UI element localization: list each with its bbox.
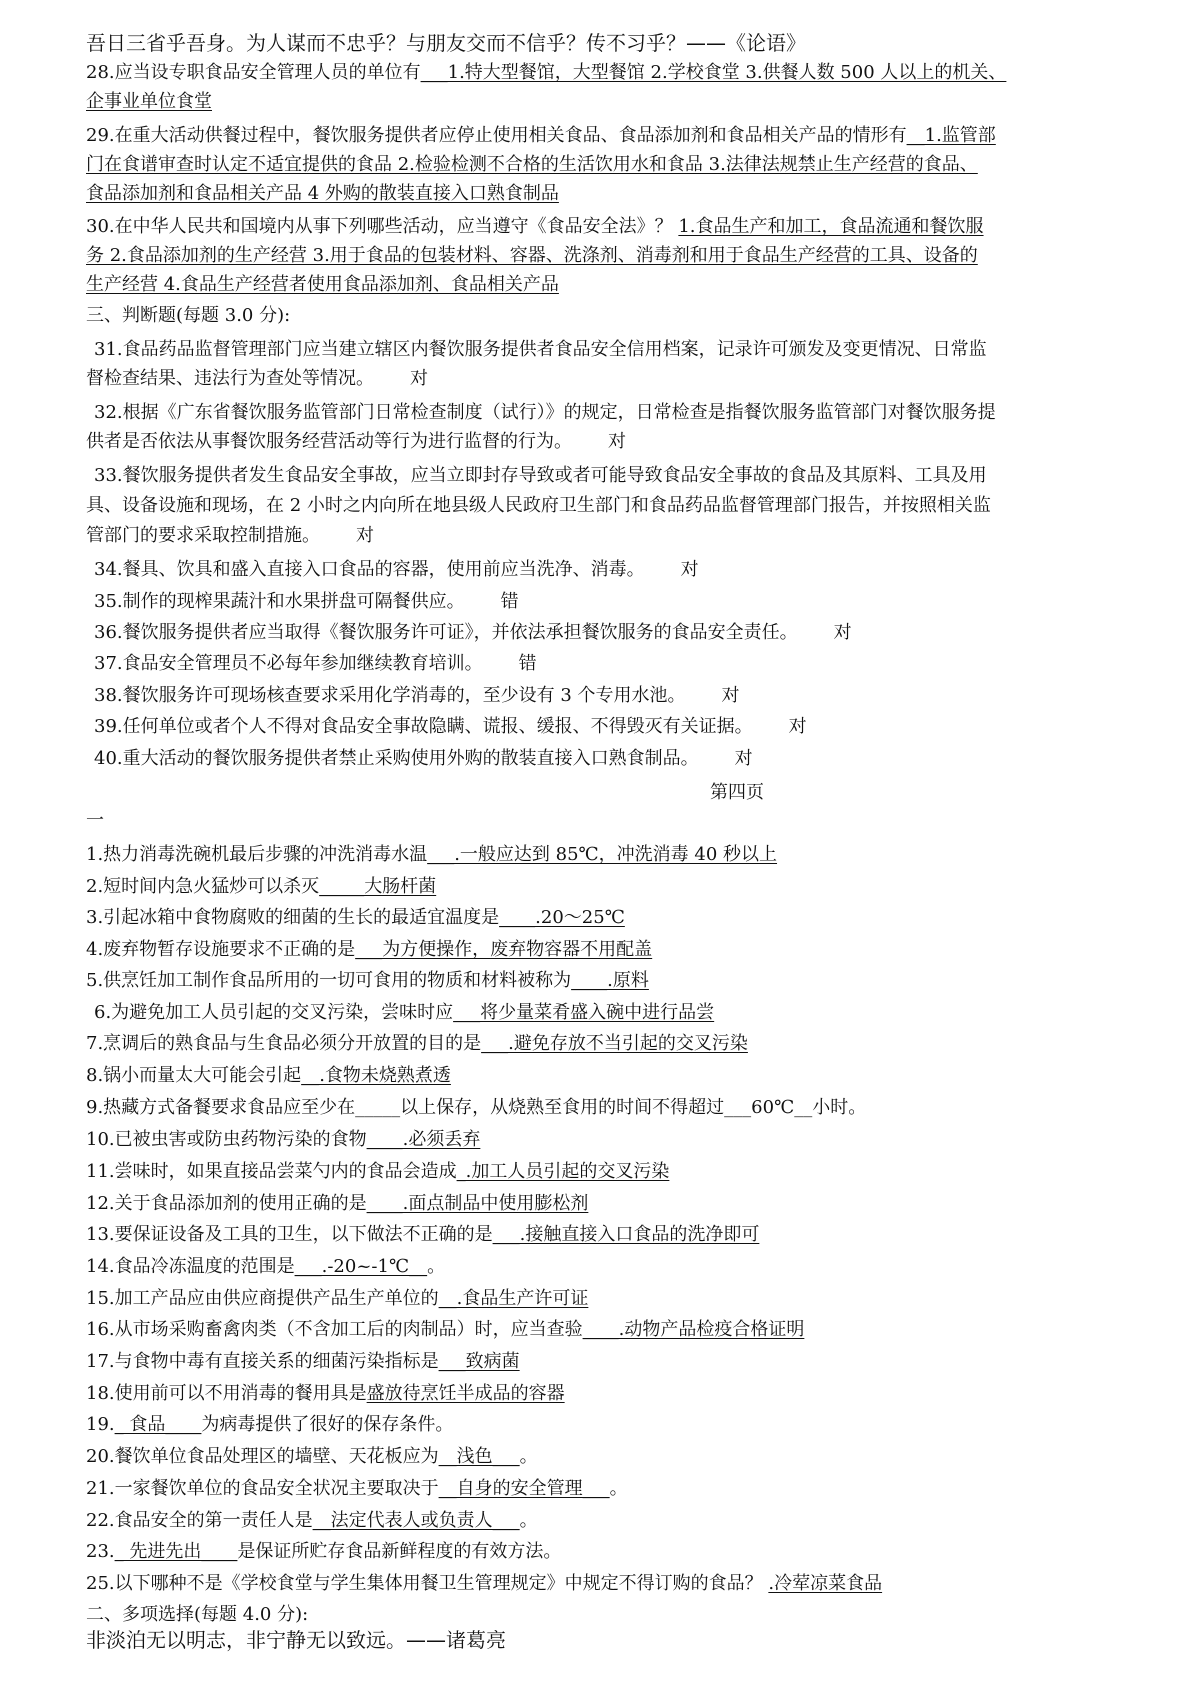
question-text: 3.引起冰箱中食物腐败的细菌的生长的最适宜温度是 bbox=[86, 907, 500, 928]
fill-question-7 bbox=[86, 1031, 1146, 1057]
question-text: 14.食品冷冻温度的范围是 bbox=[86, 1256, 295, 1277]
tf-answer: 对 bbox=[788, 716, 807, 737]
tf-answer: 错 bbox=[518, 653, 537, 674]
section-3-title: 三、判断题(每题 3.0 分): bbox=[86, 305, 291, 326]
answer-text: _.加工人员引起的交叉污染 bbox=[456, 1161, 670, 1182]
answer-text: 门在食谱审查时认定不适宜提供的食品 2.检验检测不合格的生活饮用水和食品 3.法律法规禁止生产经营的食品、 bbox=[86, 154, 978, 175]
answer-text: __1.监管部 bbox=[906, 125, 996, 146]
fill-question-21 bbox=[86, 1476, 1146, 1502]
tf-question-37 bbox=[94, 651, 1154, 677]
question-text: 供者是否依法从事餐饮服务经营活动等行为进行监督的行为。 bbox=[86, 431, 572, 452]
answer-text: __法定代表人或负责人___ bbox=[312, 1510, 520, 1531]
question-text: 17.与食物中毒有直接关系的细菌污染指标是 bbox=[86, 1351, 439, 1372]
tf-question-31-cont bbox=[86, 366, 1146, 392]
fill-question-15 bbox=[86, 1286, 1146, 1312]
question-text: 6.为避免加工人员引起的交叉污染，尝味时应 bbox=[94, 1002, 454, 1023]
question-text: 8.锅小而量太大可能会引起 bbox=[86, 1065, 302, 1086]
question-text: 34.餐具、饮具和盛入直接入口食品的容器，使用前应当洗净、消毒。 bbox=[94, 559, 645, 580]
fill-question-22 bbox=[86, 1508, 1146, 1534]
mc-question-28-cont bbox=[86, 89, 1146, 115]
tf-answer: 对 bbox=[734, 748, 753, 769]
answer-text: 食品添加剂和食品相关产品 4 外购的散装直接入口熟食制品 bbox=[86, 183, 559, 204]
fill-question-1 bbox=[86, 842, 1146, 868]
answer-text: 务 2.食品添加剂的生产经营 3.用于食品的包装材料、容器、洗涤剂、消毒剂和用于食品生产经营的工具、设备的 bbox=[86, 245, 978, 266]
question-text: 5.供烹饪加工制作食品所用的一切可食用的物质和材料被称为 bbox=[86, 970, 572, 991]
answer-text: 生产经营 4.食品生产经营者使用食品添加剂、食品相关产品 bbox=[86, 274, 559, 295]
question-tail: 是保证所贮存食品新鲜程度的有效方法。 bbox=[237, 1541, 562, 1562]
fill-question-12 bbox=[86, 1191, 1146, 1217]
answer-text: ___.一般应达到 85℃，冲洗消毒 40 秒以上 bbox=[427, 844, 778, 865]
question-tail: 为病毒提供了很好的保存条件。 bbox=[201, 1414, 454, 1435]
answer-text: ___将少量菜肴盛入碗中进行品尝 bbox=[453, 1002, 715, 1023]
question-text: 7.烹调后的熟食品与生食品必须分开放置的目的是 bbox=[86, 1033, 482, 1054]
tf-question-32-cont bbox=[86, 429, 1146, 455]
answer-text: ____.20～25℃ bbox=[499, 907, 625, 928]
answer-text: ___1.特大型餐馆，大型餐馆 2.学校食堂 3.供餐人数 500 人以上的机关、 bbox=[420, 62, 1007, 83]
fill-question-16 bbox=[86, 1317, 1146, 1343]
question-text: 35.制作的现榨果蔬汁和水果拼盘可隔餐供应。 bbox=[94, 591, 465, 612]
question-text: 19. bbox=[86, 1414, 115, 1435]
answer-text: 1.食品生产和加工，食品流通和餐饮服 bbox=[678, 216, 984, 237]
answer-text: ____.面点制品中使用膨松剂 bbox=[366, 1193, 589, 1214]
fill-question-17 bbox=[86, 1349, 1146, 1375]
question-text: 30.在中华人民共和国境内从事下列哪些活动，应当遵守《食品安全法》？ bbox=[86, 216, 679, 237]
question-text: 40.重大活动的餐饮服务提供者禁止采购使用外购的散装直接入口熟食制品。 bbox=[94, 748, 699, 769]
answer-text: _____大肠杆菌 bbox=[319, 876, 437, 897]
section-2-title: 二、多项选择(每题 4.0 分): bbox=[86, 1604, 309, 1625]
answer-text: ____.必须丢弃 bbox=[366, 1129, 481, 1150]
tf-question-39 bbox=[94, 714, 1154, 740]
answer-text: 盛放待烹饪半成品的容器 bbox=[366, 1383, 565, 1404]
question-text: 20.餐饮单位食品处理区的墙壁、天花板应为 bbox=[86, 1446, 439, 1467]
question-text: 16.从市场采购畜禽肉类（不含加工后的肉制品）时，应当查验 bbox=[86, 1319, 583, 1340]
question-text: 21.一家餐饮单位的食品安全状况主要取决于 bbox=[86, 1478, 439, 1499]
tf-answer: 对 bbox=[608, 431, 626, 452]
mc-question-29 bbox=[86, 123, 1146, 149]
tf-answer: 对 bbox=[356, 525, 374, 546]
question-text: 10.已被虫害或防虫药物污染的食物 bbox=[86, 1129, 367, 1150]
answer-text: _ 食品____ bbox=[114, 1414, 202, 1435]
answer-text: __自身的安全管理___ bbox=[438, 1478, 610, 1499]
mc-question-28 bbox=[86, 60, 1146, 86]
fill-question-11 bbox=[86, 1159, 1146, 1185]
tf-question-33-cont bbox=[86, 523, 1146, 549]
tf-question-32: 32.根据《广东省餐饮服务监管部门日常检查制度（试行）》的规定，日常检查是指餐饮服务监管部门对餐饮服务提 bbox=[94, 402, 996, 423]
tf-question-33-cont: 具、设备设施和现场，在 2 小时之内向所在地县级人民政府卫生部门和食品药品监督管理部门报告，并按照相关监 bbox=[86, 495, 991, 516]
answer-text: __.食品生产许可证 bbox=[438, 1288, 589, 1309]
question-text: 39.任何单位或者个人不得对食品安全事故隐瞒、谎报、缓报、不得毁灭有关证据。 bbox=[94, 716, 753, 737]
fill-question-6 bbox=[94, 1000, 1154, 1026]
question-text: 管部门的要求采取控制措施。 bbox=[86, 525, 320, 546]
fill-question-5 bbox=[86, 968, 1146, 994]
question-text: 37.食品安全管理员不必每年参加继续教育培训。 bbox=[94, 653, 483, 674]
question-text: 4.废弃物暂存设施要求不正确的是 bbox=[86, 939, 356, 960]
tf-question-33: 33.餐饮服务提供者发生食品安全事故，应当立即封存导致或者可能导致食品安全事故的食品及其原料、工具及用 bbox=[94, 465, 987, 486]
header-quote: 吾日三省乎吾身。为人谋而不忠乎？与朋友交而不信乎？传不习乎？——《论语》 bbox=[86, 31, 806, 55]
fill-question-19 bbox=[86, 1412, 1146, 1438]
answer-text: .冷荤凉菜食品 bbox=[768, 1573, 883, 1594]
fill-question-8 bbox=[86, 1063, 1146, 1089]
tf-question-31: 31.食品药品监督管理部门应当建立辖区内餐饮服务提供者食品安全信用档案，记录许可颁发及变更情况、日常监 bbox=[94, 339, 987, 360]
mc-question-29-cont bbox=[86, 181, 1146, 207]
question-tail: 。 bbox=[427, 1256, 446, 1277]
tf-answer: 错 bbox=[500, 591, 519, 612]
question-text: 督检查结果、违法行为查处等情况。 bbox=[86, 368, 374, 389]
mc-question-30 bbox=[86, 214, 1146, 240]
fill-question-4 bbox=[86, 937, 1146, 963]
tf-question-35 bbox=[94, 589, 1154, 615]
mc-question-30-cont bbox=[86, 272, 1146, 298]
section-1-title: 一 bbox=[86, 810, 104, 831]
fill-question-13 bbox=[86, 1222, 1146, 1248]
fill-question-25 bbox=[86, 1571, 1146, 1597]
answer-text: ___.-20~-1℃__ bbox=[294, 1256, 428, 1277]
question-text: 13.要保证设备及工具的卫生，以下做法不正确的是 bbox=[86, 1224, 493, 1245]
tf-answer: 对 bbox=[680, 559, 699, 580]
question-text: 23. bbox=[86, 1541, 115, 1562]
question-text: 28.应当设专职食品安全管理人员的单位有 bbox=[86, 62, 421, 83]
fill-question-18 bbox=[86, 1381, 1146, 1407]
answer-text: ___.避免存放不当引起的交叉污染 bbox=[481, 1033, 748, 1054]
question-text: 18.使用前可以不用消毒的餐用具是 bbox=[86, 1383, 367, 1404]
tf-question-38 bbox=[94, 683, 1154, 709]
question-text: 1.热力消毒洗碗机最后步骤的冲洗消毒水温 bbox=[86, 844, 428, 865]
answer-text: ___为方便操作，废弃物容器不用配盖 bbox=[355, 939, 653, 960]
tf-answer: 对 bbox=[410, 368, 428, 389]
question-text: 12.关于食品添加剂的使用正确的是 bbox=[86, 1193, 367, 1214]
question-tail: 。 bbox=[519, 1446, 538, 1467]
answer-text: ____.动物产品检疫合格证明 bbox=[582, 1319, 805, 1340]
tf-answer: 对 bbox=[721, 685, 740, 706]
mc-question-29-cont bbox=[86, 152, 1146, 178]
footer-quote: 非淡泊无以明志，非宁静无以致远。——诸葛亮 bbox=[86, 1628, 506, 1652]
answer-text: _ 先进先出____ bbox=[114, 1541, 238, 1562]
fill-question-2 bbox=[86, 874, 1146, 900]
answer-text: __.食物未烧熟煮透 bbox=[301, 1065, 451, 1086]
fill-question-23 bbox=[86, 1539, 1146, 1565]
tf-answer: 对 bbox=[833, 622, 852, 643]
question-text: 22.食品安全的第一责任人是 bbox=[86, 1510, 313, 1531]
fill-question-9: 9.热藏方式备餐要求食品应至少在_____以上保存，从烧熟至食用的时间不得超过___60℃__小时。 bbox=[86, 1097, 867, 1118]
question-text: 15.加工产品应由供应商提供产品生产单位的 bbox=[86, 1288, 439, 1309]
page-number-label: 第四页 bbox=[710, 782, 764, 803]
fill-question-20 bbox=[86, 1444, 1146, 1470]
question-text: 25.以下哪种不是《学校食堂与学生集体用餐卫生管理规定》中规定不得订购的食品？ bbox=[86, 1573, 769, 1594]
question-text: 36.餐饮服务提供者应当取得《餐饮服务许可证》，并依法承担餐饮服务的食品安全责任。 bbox=[94, 622, 798, 643]
answer-text: __浅色___ bbox=[438, 1446, 520, 1467]
tf-question-34 bbox=[94, 557, 1154, 583]
tf-question-36 bbox=[94, 620, 1154, 646]
fill-question-3 bbox=[86, 905, 1146, 931]
tf-question-40 bbox=[94, 746, 1154, 772]
question-text: 38.餐饮服务许可现场核查要求采用化学消毒的，至少设有 3 个专用水池。 bbox=[94, 685, 686, 706]
answer-text: ___.接触直接入口食品的洗净即可 bbox=[492, 1224, 760, 1245]
question-text: 29.在重大活动供餐过程中，餐饮服务提供者应停止使用相关食品、食品添加剂和食品相关产品的情形有 bbox=[86, 125, 907, 146]
fill-question-10 bbox=[86, 1127, 1146, 1153]
question-text: 11.尝味时，如果直接品尝菜勺内的食品会造成 bbox=[86, 1161, 457, 1182]
answer-text: 企事业单位食堂 bbox=[86, 91, 212, 112]
question-tail: 。 bbox=[609, 1478, 628, 1499]
question-text: 2.短时间内急火猛炒可以杀灭 bbox=[86, 876, 320, 897]
answer-text: ___致病菌 bbox=[438, 1351, 520, 1372]
fill-question-14 bbox=[86, 1254, 1146, 1280]
mc-question-30-cont bbox=[86, 243, 1146, 269]
answer-text: ____.原料 bbox=[571, 970, 649, 991]
question-tail: 。 bbox=[519, 1510, 538, 1531]
